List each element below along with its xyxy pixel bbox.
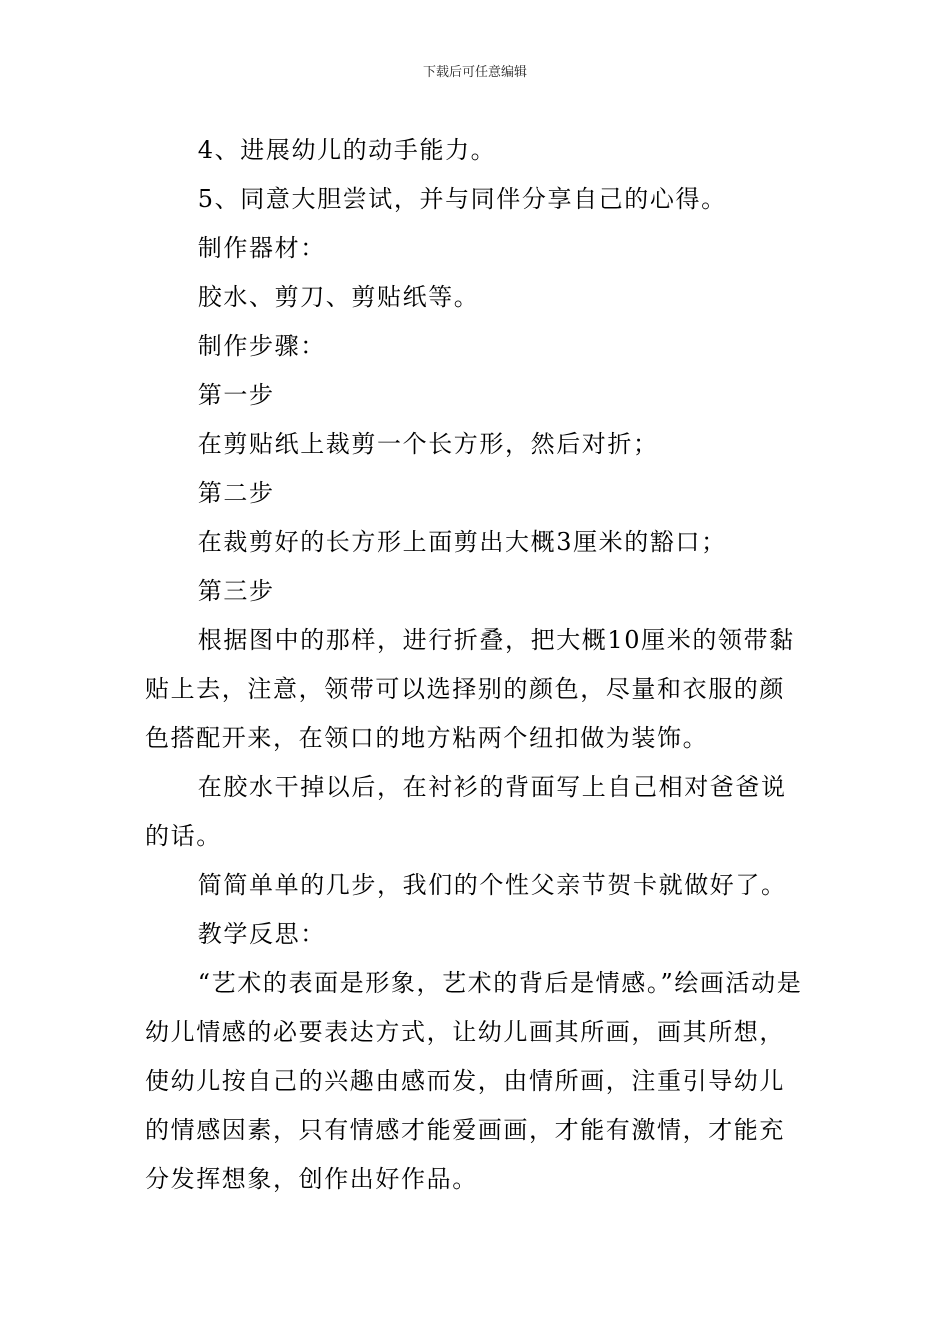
- step-1-title: 第一步: [197, 381, 275, 409]
- page-header: 下载后可任意编辑: [422, 65, 527, 80]
- step-1-text: 在剪贴纸上裁剪一个长方形，然后对折；: [197, 430, 659, 458]
- paragraph-materials: 胶水、剪刀、剪贴纸等。: [197, 283, 480, 311]
- step-2-text: 在裁剪好的长方形上面剪出大概3厘米的豁口；: [197, 528, 727, 556]
- paragraph-write-message: 在胶水干掉以后，在衬衫的背面写上自己相对爸爸说的话。: [145, 773, 787, 850]
- step-2-title: 第二步: [197, 479, 275, 507]
- step-3-title: 第三步: [197, 577, 275, 605]
- heading-steps: 制作步骤：: [197, 332, 326, 360]
- paragraph-goal-4: 4、进展幼儿的动手能力。: [197, 136, 497, 164]
- paragraph-done: 简简单单的几步，我们的个性父亲节贺卡就做好了。: [197, 871, 787, 899]
- heading-reflection: 教学反思：: [197, 920, 326, 948]
- paragraph-goal-5: 5、同意大胆尝试，并与同伴分享自己的心得。: [197, 185, 727, 213]
- paragraph-reflection: “艺术的表面是形象，艺术的背后是情感。”绘画活动是幼儿情感的必要表达方式，让幼儿画其所画，画其所想，使幼儿按自己的兴趣由感而发，由情所画，注重引导幼儿的情感因素，只有情感才能爱画画，才能有激情，才能充分发挥想象，创作出好作品。: [145, 969, 803, 1193]
- step-3-text: 根据图中的那样，进行折叠，把大概10厘米的领带黏贴上去，注意，领带可以选择别的颜色，尽量和衣服的颜色搭配开来，在领口的地方粘两个纽扣做为装饰。: [145, 626, 795, 752]
- heading-materials: 制作器材：: [197, 234, 326, 262]
- document-body: [145, 126, 807, 1204]
